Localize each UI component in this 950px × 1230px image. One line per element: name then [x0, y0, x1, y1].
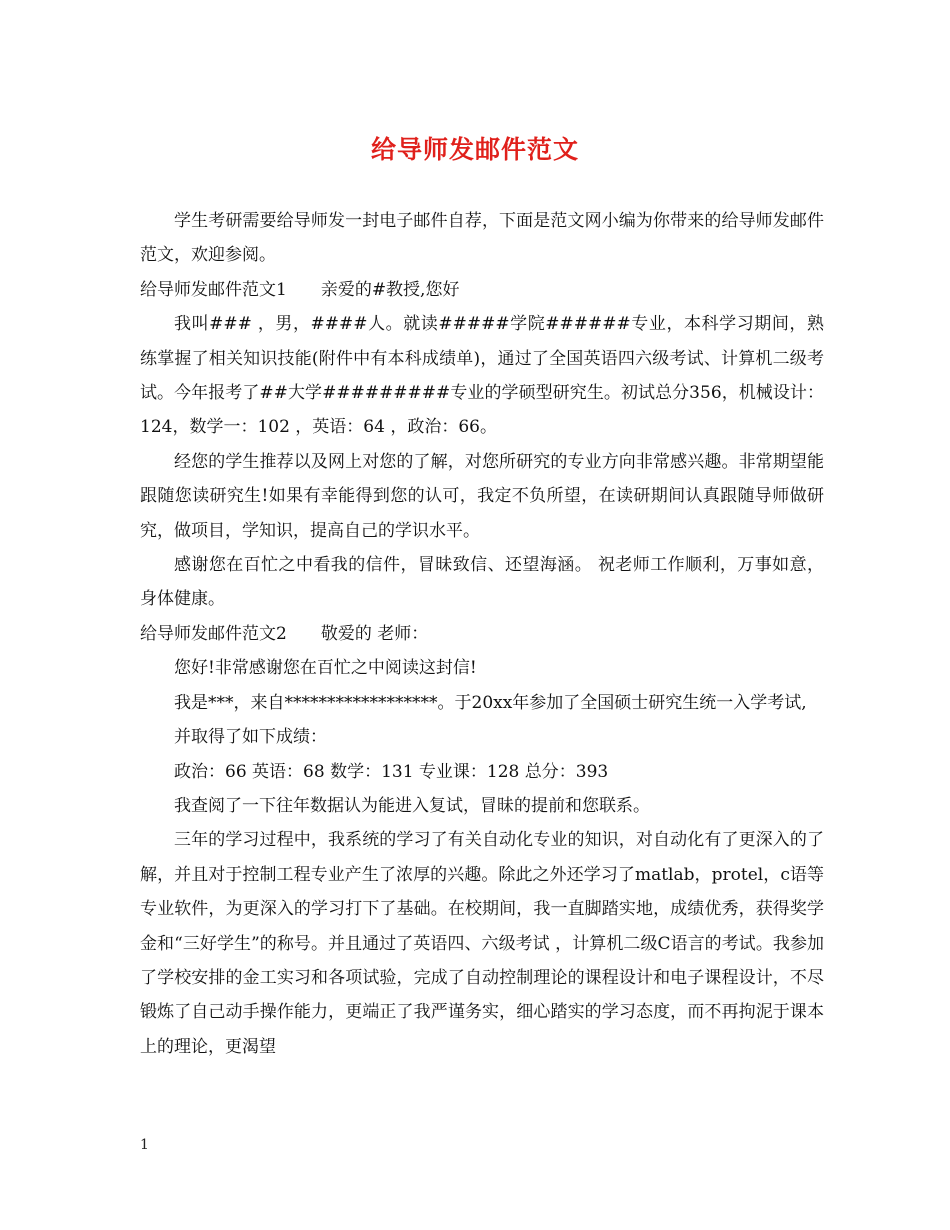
- paragraph: 您好!非常感谢您在百忙之中阅读这封信!: [174, 658, 477, 679]
- paragraph: 我查阅了一下往年数据认为能进入复试，冒昧的提前和您联系。: [174, 795, 650, 816]
- paragraph: 感谢您在百忙之中看我的信件，冒昧致信、还望海涵。 祝老师工作顺利，万事如意，身体健康。: [140, 555, 824, 610]
- paragraph: 并取得了如下成绩：: [174, 727, 327, 748]
- paragraph: 我叫### ，男，####人。就读#####学院######专业，本科学习期间，熟练掌握了相关知识技能(附件中有本科成绩单)，通过了全国英语四六级考试、计算机二级考试。今年报考了##大学#########专业的学硕型研究生。初试总分356，机械设计：124，数学一：102 ，英语：64 ，政治：66。: [140, 314, 824, 438]
- document-title: 给导师发邮件范文: [370, 135, 579, 164]
- document-body: [140, 204, 824, 1064]
- paragraph: 给导师发邮件范文1 亲爱的#教授,您好: [140, 279, 460, 300]
- paragraph: 学生考研需要给导师发一封电子邮件自荐，下面是范文网小编为你带来的给导师发邮件范文，欢迎参阅。: [140, 211, 824, 266]
- paragraph: 经您的学生推荐以及网上对您的了解，对您所研究的专业方向非常感兴趣。非常期望能跟随您读研究生!如果有幸能得到您的认可，我定不负所望，在读研期间认真跟随导师做研究，做项目，学知识，提高自己的学识水平。: [140, 451, 824, 541]
- page-number: 1: [140, 1137, 149, 1153]
- paragraph: 给导师发邮件范文2 敬爱的 老师：: [140, 623, 429, 644]
- paragraph: 三年的学习过程中，我系统的学习了有关自动化专业的知识，对自动化有了更深入的了解，并且对于控制工程专业产生了浓厚的兴趣。除此之外还学习了matlab，protel，c语等专业软件，为更深入的学习打下了基础。在校期间，我一直脚踏实地，成绩优秀，获得奖学金和“三好学生”的称号。并且通过了英语四、六级考试 ，计算机二级C语言的考试。我参加了学校安排的金工实习和各项试验，完成了自动控制理论的课程设计和电子课程设计，不尽锻炼了自己动手操作能力，更端正了我严谨务实，细心踏实的学习态度，而不再拘泥于课本上的理论，更渴望: [140, 830, 824, 1057]
- paragraph: 我是***，来自******************。于20xx年参加了全国硕士研究生统一入学考试,: [174, 692, 807, 713]
- paragraph: 政治：66 英语：68 数学：131 专业课：128 总分：393: [174, 761, 609, 782]
